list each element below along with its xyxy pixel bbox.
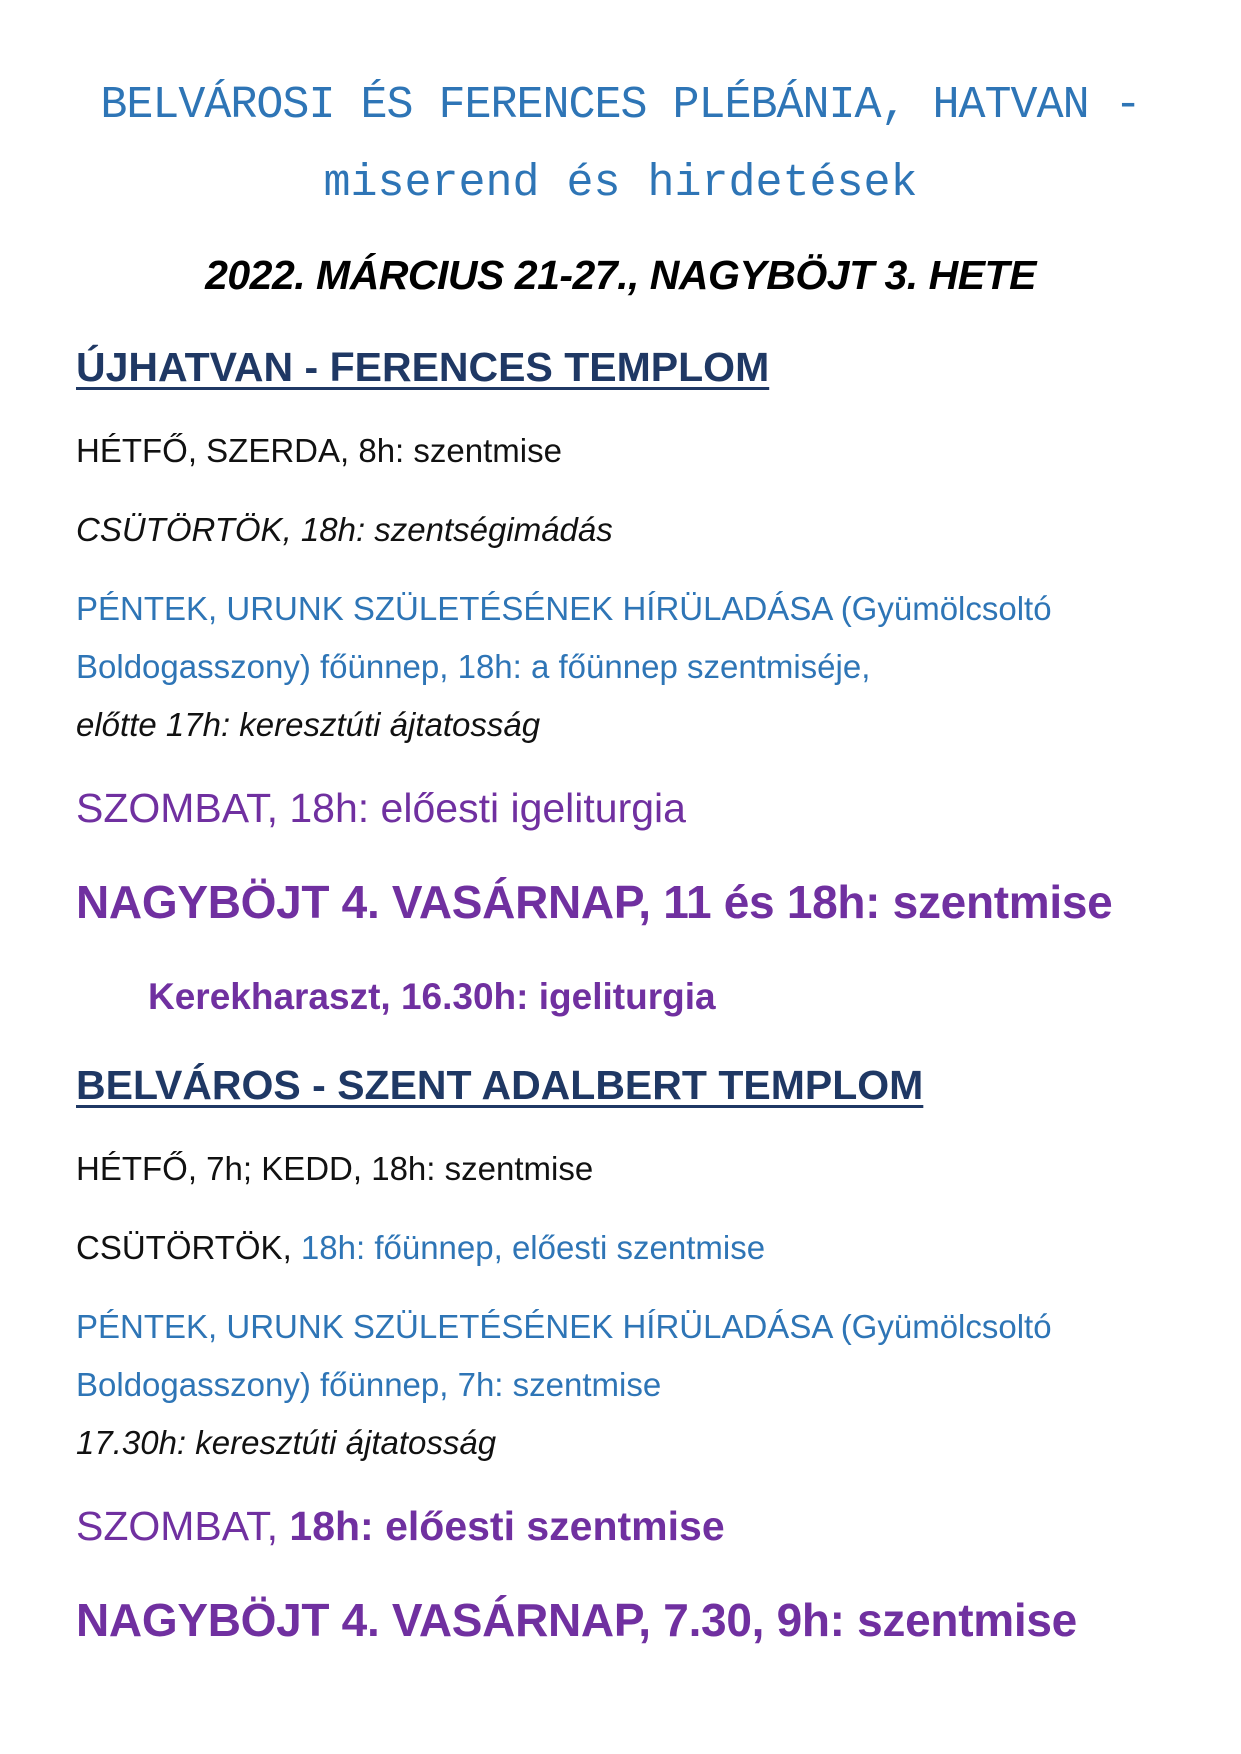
schedule-thursday: CSÜTÖRTÖK, 18h: szentségimádás [76, 511, 613, 548]
sunday-detail: 7.30, 9h: szentmise [663, 1594, 1077, 1646]
section-heading-ujhatvan: ÚJHATVAN - FERENCES TEMPLOM [76, 344, 770, 390]
sunday-day-label: NAGYBÖJT 4. VASÁRNAP, [76, 1594, 651, 1646]
saturday-day-label: SZOMBAT, [76, 1503, 278, 1549]
schedule-friday-line-1: PÉNTEK, URUNK SZÜLETÉSÉNEK HÍRÜLADÁSA (Gyümölcsoltó [76, 590, 1052, 627]
schedule-sunday-2 [76, 1593, 1077, 1647]
schedule-friday-line-3: előtte 17h: keresztúti ájtatosság [76, 706, 541, 743]
date-line: 2022. MÁRCIUS 21-27., NAGYBÖJT 3. HETE [205, 252, 1036, 298]
schedule-sunday: NAGYBÖJT 4. VASÁRNAP, 11 és 18h: szentmise [76, 876, 1113, 928]
thursday-detail: 18h: főünnep, előesti szentmise [300, 1229, 766, 1266]
saturday-detail: 18h: előesti szentmise [289, 1503, 725, 1549]
schedule-saturday: SZOMBAT, 18h: előesti igeliturgia [76, 785, 686, 831]
schedule-saturday-2 [76, 1503, 725, 1550]
schedule-monday-wednesday: HÉTFŐ, SZERDA, 8h: szentmise [76, 432, 562, 469]
thursday-day-label: CSÜTÖRTÖK, [76, 1229, 292, 1266]
schedule-thursday-2 [76, 1229, 765, 1267]
schedule-friday-line-2: Boldogasszony) főünnep, 18h: a főünnep szentmiséje, [76, 648, 871, 685]
title-line-1: BELVÁROSI ÉS FERENCES PLÉBÁNIA, HATVAN - [100, 80, 1141, 131]
title-line-2: miserend és hirdetések [323, 158, 918, 209]
schedule-friday-2-line-2: Boldogasszony) főünnep, 7h: szentmise [76, 1366, 662, 1403]
schedule-friday-2-line-1: PÉNTEK, URUNK SZÜLETÉSÉNEK HÍRÜLADÁSA (Gyümölcsoltó [76, 1308, 1052, 1345]
schedule-friday-2-line-3: 17.30h: keresztúti ájtatosság [76, 1424, 497, 1461]
section-heading-belvaros: BELVÁROS - SZENT ADALBERT TEMPLOM [76, 1062, 924, 1108]
schedule-monday-tuesday: HÉTFŐ, 7h; KEDD, 18h: szentmise [76, 1150, 594, 1187]
schedule-kerekharaszt: Kerekharaszt, 16.30h: igeliturgia [148, 976, 716, 1017]
